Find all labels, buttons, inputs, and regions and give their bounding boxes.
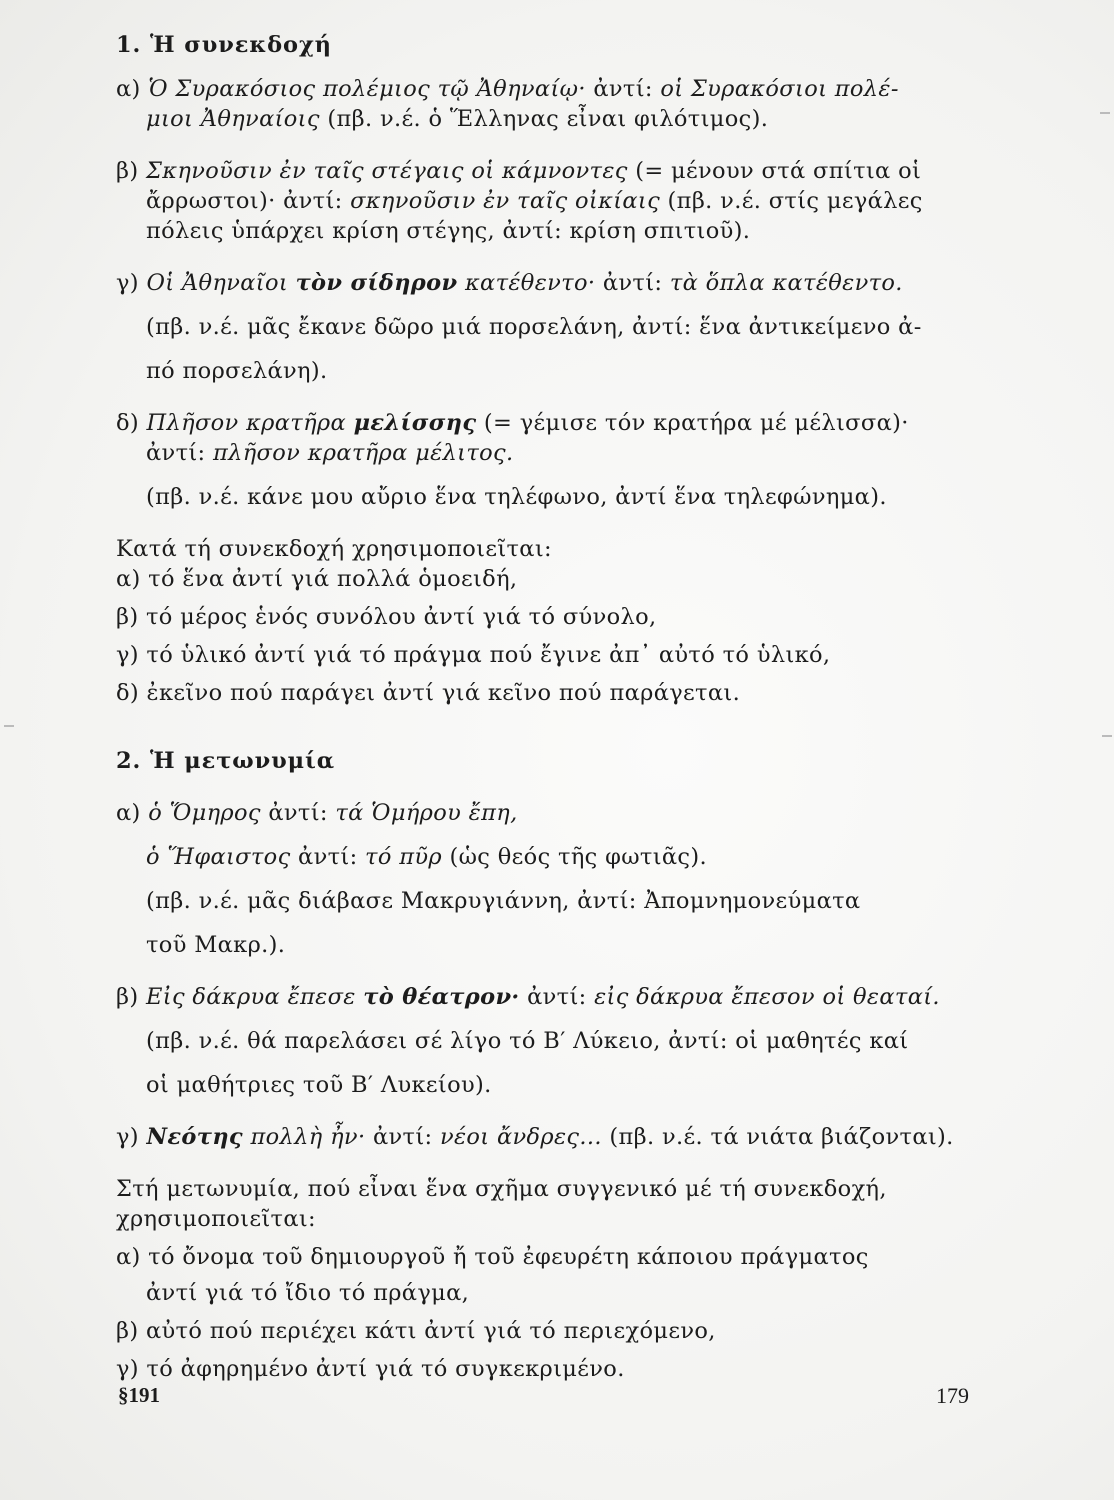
example-1b: β) Σκηνοῦσιν ἐν ταῖς στέγαις οἱ κάμνοντες (= μένουν στά σπίτια οἱ [116, 158, 922, 184]
edge-mark [1100, 112, 1110, 114]
usage-item-2b: β) αὐτό πού περιέχει κάτι ἀντί γιά τό περιεχόμενο, [116, 1318, 716, 1344]
usage-item-1c: γ) τό ὑλικό ἀντί γιά τό πράγμα πού ἔγινε ἀπ᾿ αὐτό τό ὑλικό, [116, 642, 831, 668]
example-2a-line2: ὁ Ἥφαιστος ἀντί: τό πῦρ (ὡς θεός τῆς φωτιᾶς). [146, 844, 707, 870]
example-1b-cont: ἄρρωστοι)· ἀντί: σκηνοῦσιν ἐν ταῖς οἰκίαις (πβ. ν.έ. στίς μεγάλες [146, 188, 923, 214]
usage-intro-2-cont: χρησιμοποιεῖται: [116, 1206, 316, 1232]
example-2b: β) Εἰς δάκρυα ἔπεσε τὸ θέατρον· ἀντί: εἰς δάκρυα ἔπεσον οἱ θεαταί. [116, 984, 940, 1010]
example-1b-note: πόλεις ὑπάρχει κρίση στέγης, ἀντί: κρίση σπιτιοῦ). [146, 218, 751, 244]
usage-item-2a: α) τό ὄνομα τοῦ δημιουργοῦ ἤ τοῦ ἐφευρέτη κάποιου πράγματος [116, 1244, 869, 1270]
example-2b-note-cont: οἱ μαθήτριες τοῦ Β′ Λυκείου). [146, 1072, 492, 1098]
example-2b-note: (πβ. ν.έ. θά παρελάσει σέ λίγο τό Β′ Λύκειο, ἀντί: οἱ μαθητές καί [146, 1028, 909, 1054]
example-1a-cont: μιοι Ἀθηναίοις (πβ. ν.έ. ὁ Ἕλληνας εἶναι φιλότιμος). [146, 106, 769, 132]
edge-mark [1102, 735, 1112, 737]
example-2a-note: (πβ. ν.έ. μᾶς διάβασε Μακρυγιάννη, ἀντί: Ἀπομνημονεύματα [146, 888, 861, 914]
example-1c-note: (πβ. ν.έ. μᾶς ἔκανε δῶρο μιά πορσελάνη, ἀντί: ἕνα ἀντικείμενο ἀ- [146, 314, 922, 340]
usage-intro-2: Στή μετωνυμία, πού εἶναι ἕνα σχῆμα συγγενικό μέ τή συνεκδοχή, [116, 1176, 887, 1202]
example-1a: α) Ὁ Συρακόσιος πολέμιος τῷ Ἀθηναίῳ· ἀντί: οἱ Συρακόσιοι πολέ- [116, 76, 899, 102]
section-1-heading: 1. Ἡ συνεκδοχή [116, 32, 332, 58]
usage-item-2a-cont: ἀντί γιά τό ἴδιο τό πράγμα, [146, 1280, 470, 1306]
example-2c: γ) Νεότης πολλὴ ἦν· ἀντί: νέοι ἄνδρες... (πβ. ν.έ. τά νιάτα βιάζονται). [116, 1124, 954, 1150]
page-content [116, 30, 986, 1384]
usage-item-1d: δ) ἐκεῖνο πού παράγει ἀντί γιά κεῖνο πού παράγεται. [116, 680, 741, 706]
example-1d-cont: ἀντί: πλῆσον κρατῆρα μέλιτος. [146, 440, 514, 466]
page-number: 179 [936, 1383, 969, 1408]
example-1c-note-cont: πό πορσελάνη). [146, 358, 328, 384]
example-1d: δ) Πλῆσον κρατῆρα μελίσσης (= γέμισε τόν κρατήρα μέ μέλισσα)· [116, 410, 909, 436]
example-1c: γ) Οἱ Ἀθηναῖοι τὸν σίδηρον κατέθεντο· ἀντί: τὰ ὅπλα κατέθεντο. [116, 270, 903, 296]
edge-mark [4, 725, 14, 727]
section-2-heading: 2. Ἡ μετωνυμία [116, 748, 335, 774]
usage-item-1b: β) τό μέρος ἑνός συνόλου ἀντί γιά τό σύνολο, [116, 604, 657, 630]
usage-item-1a: α) τό ἕνα ἀντί γιά πολλά ὁμοειδή, [116, 566, 518, 592]
example-2a: α) ὁ Ὅμηρος ἀντί: τά Ὁμήρου ἔπη, [116, 800, 518, 826]
example-2a-note-cont: τοῦ Μακρ.). [146, 932, 286, 958]
usage-item-2c: γ) τό ἀφηρημένο ἀντί γιά τό συγκεκριμένο. [116, 1356, 625, 1382]
usage-intro-1: Κατά τή συνεκδοχή χρησιμοποιεῖται: [116, 536, 552, 562]
example-1d-note: (πβ. ν.έ. κάνε μου αὔριο ἕνα τηλέφωνο, ἀντί ἕνα τηλεφώνημα). [146, 484, 887, 510]
section-reference: §191 [118, 1383, 160, 1407]
